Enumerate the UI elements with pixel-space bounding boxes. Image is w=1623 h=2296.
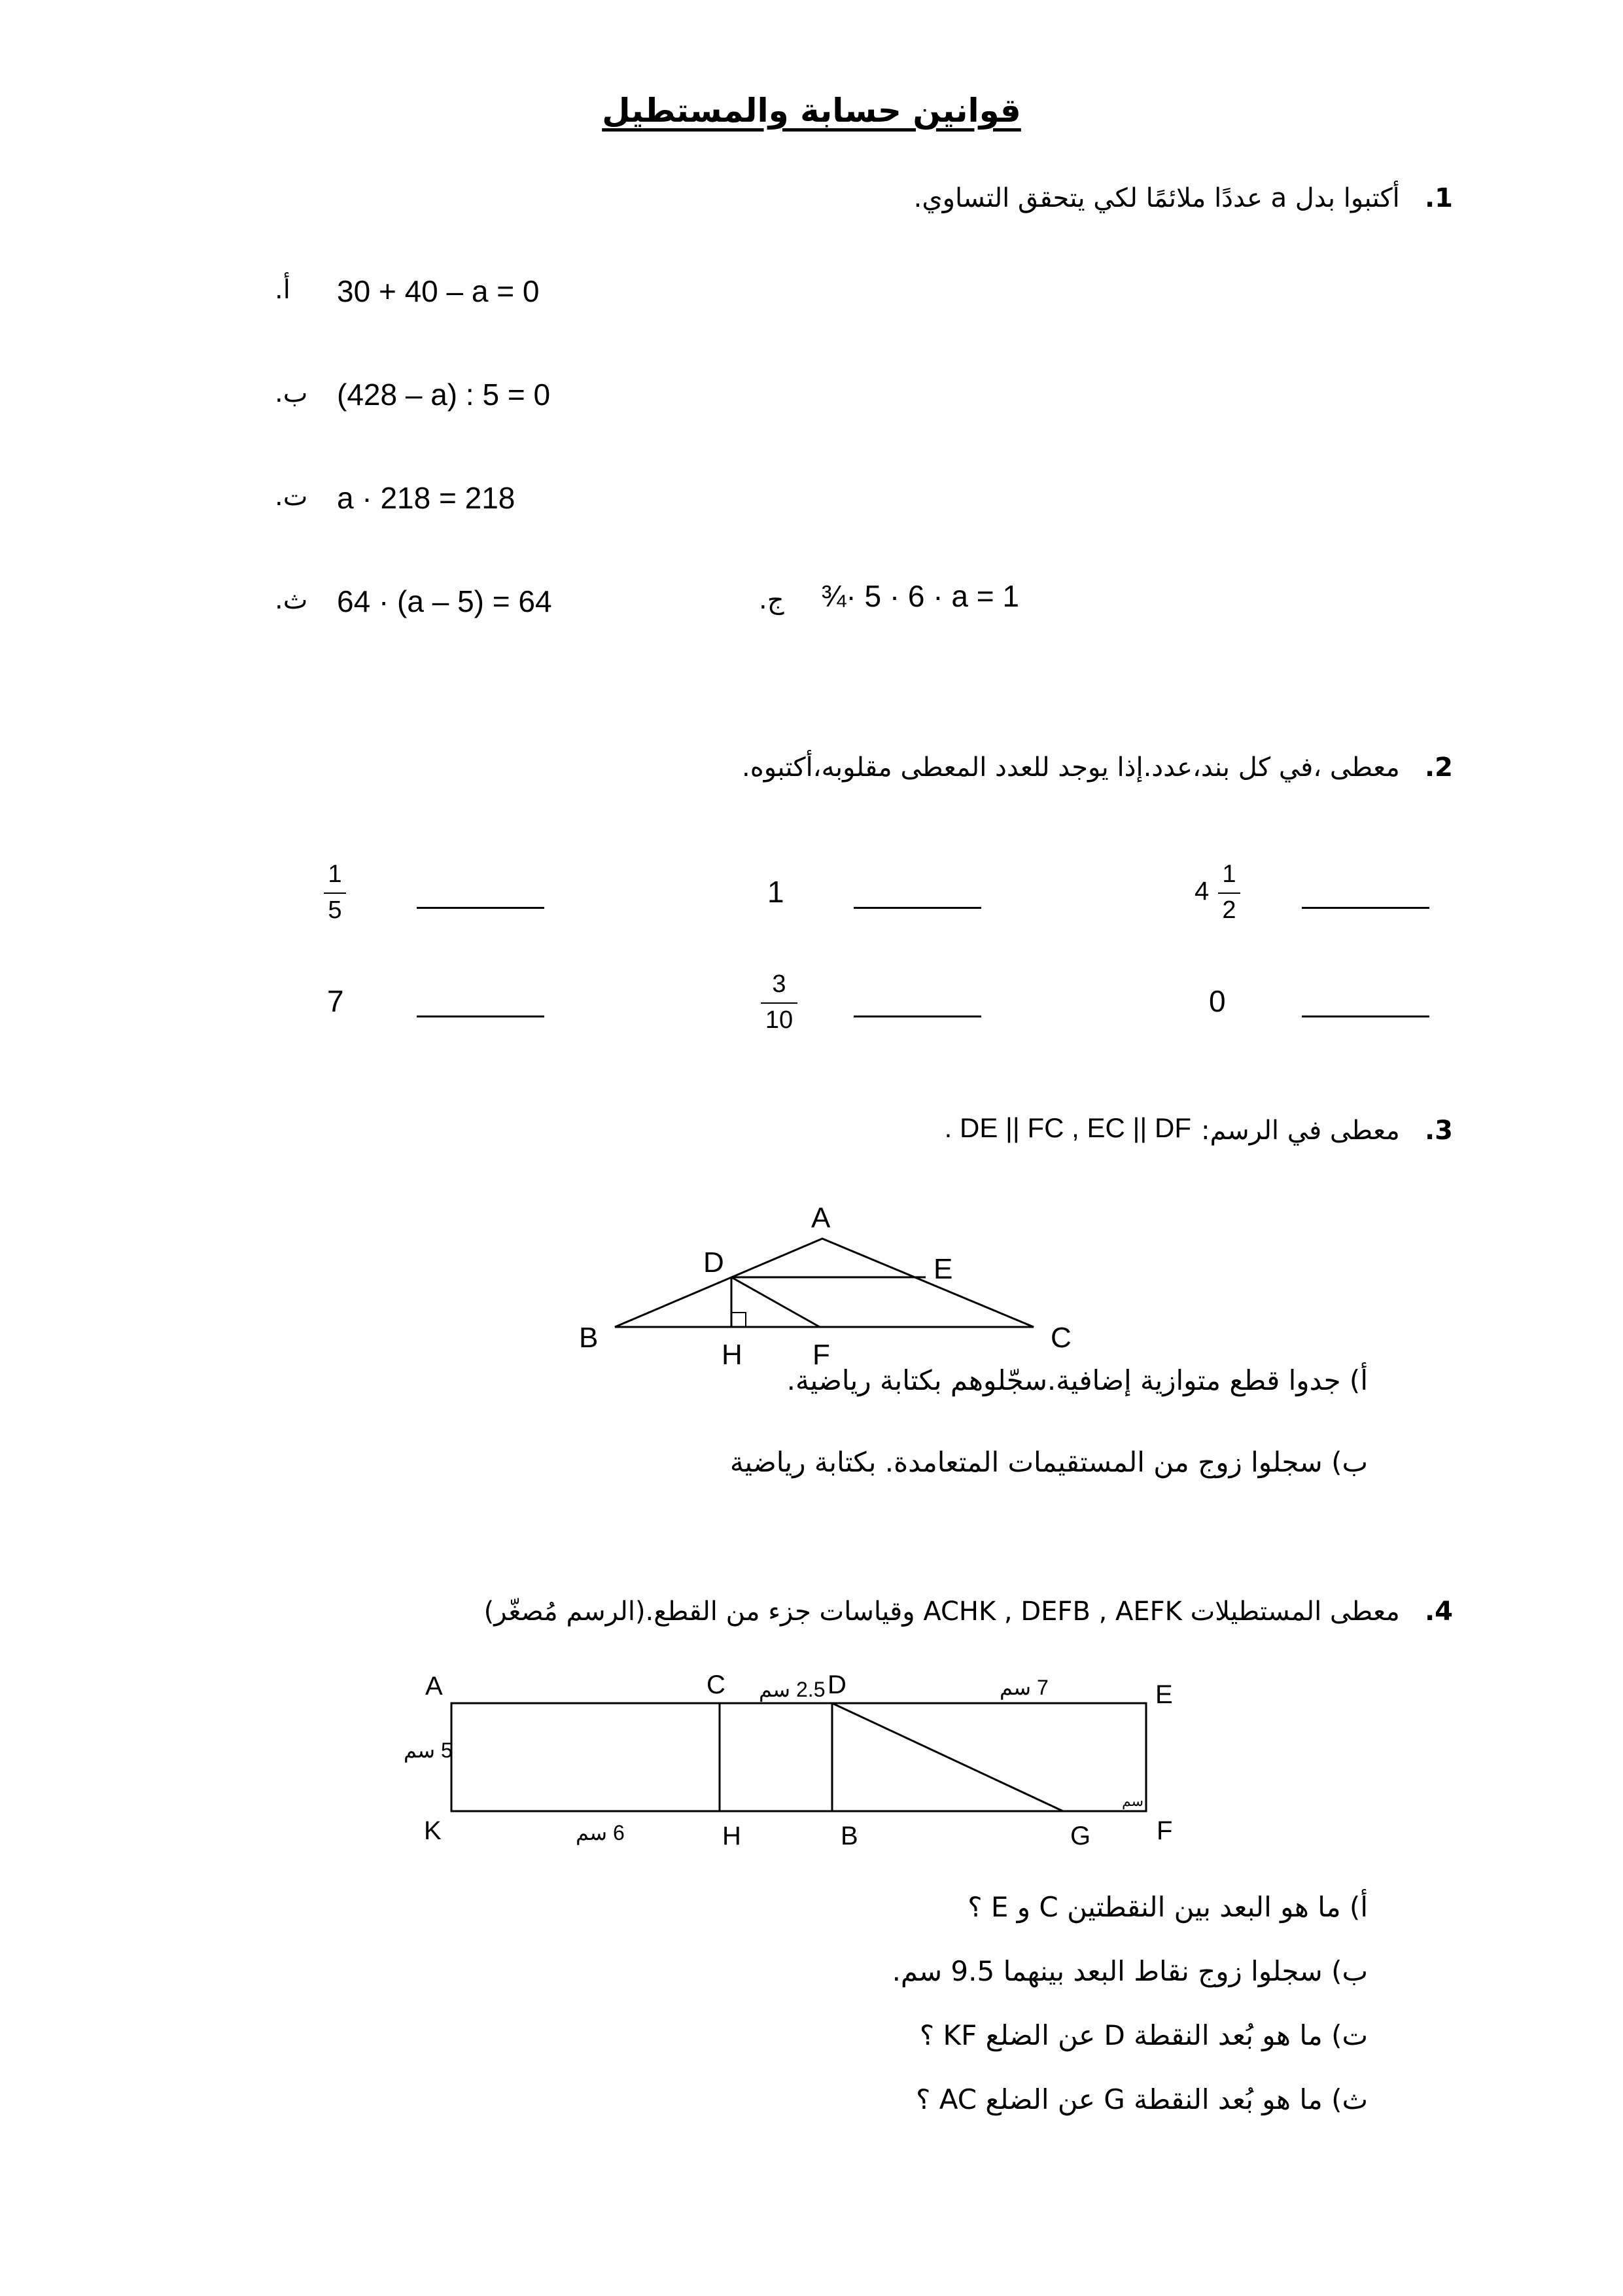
q3-text: معطى في الرسم: — [1201, 1116, 1400, 1146]
q1-expr-b: (428 – a) : 5 = 0 — [337, 378, 551, 412]
q3-sub-a: أ) جدوا قطع متوازية إضافية.سجّلوهم بكتابة رياضية. — [786, 1364, 1368, 1396]
point-label-d: D — [703, 1246, 724, 1279]
q2-number: 2. — [1424, 752, 1453, 783]
q3-sub-b: ب) سجلوا زوج من المستقيمات المتعامدة. بكتابة رياضية — [729, 1446, 1368, 1478]
fraction-numerator: 1 — [328, 860, 342, 888]
point-label-g: G — [1070, 1822, 1091, 1850]
point-label-a: A — [425, 1672, 443, 1701]
fraction-numerator: 1 — [1222, 860, 1236, 888]
q1-label-d: ث. — [275, 585, 308, 615]
q1-label-b: ب. — [275, 378, 308, 408]
point-label-b: B — [579, 1322, 599, 1354]
point-label-e: E — [1155, 1680, 1173, 1709]
point-label-a: A — [811, 1202, 831, 1234]
q4-sub-c: ت) ما هو بُعد النقطة D عن الضلع KF ؟ — [919, 2019, 1368, 2051]
q1-label-c: ت. — [275, 482, 308, 512]
q2-value-mixed-whole: 4 — [1195, 877, 1210, 906]
measure-de: 7 سم — [1000, 1676, 1049, 1699]
q1-label-e: ج. — [759, 585, 784, 615]
q3-given: DE || FC , EC || DF . — [944, 1112, 1191, 1143]
q2-value-7: 7 — [327, 984, 344, 1018]
q1-text: أكتبوا بدل a عددًا ملائمًا لكي يتحقق التساوي. — [913, 183, 1400, 213]
q1-expr-e: ¾· 5 · 6 · a = 1 — [821, 579, 1019, 613]
measure-kh: 6 سم — [576, 1821, 625, 1845]
q1-expr-a: 30 + 40 – a = 0 — [337, 274, 540, 308]
fraction-denominator: 5 — [328, 896, 342, 924]
q3-number: 3. — [1424, 1116, 1453, 1146]
q4-sub-d: ث) ما هو بُعد النقطة G عن الضلع AC ؟ — [916, 2083, 1368, 2115]
fraction-denominator: 2 — [1222, 896, 1236, 924]
point-label-c: C — [707, 1670, 725, 1699]
q4-sub-a: أ) ما هو البعد بين النقطتين C و E ؟ — [968, 1891, 1368, 1923]
point-label-f: F — [812, 1339, 830, 1371]
measure-cd: 2.5 سم — [759, 1678, 826, 1701]
fraction-numerator: 3 — [772, 970, 786, 998]
q1-label-a: أ. — [275, 275, 290, 305]
point-label-c: C — [1051, 1322, 1072, 1354]
point-label-b: B — [841, 1822, 858, 1850]
point-label-h: H — [722, 1822, 741, 1850]
segment-dg — [832, 1703, 1063, 1811]
q2-value-0: 0 — [1209, 984, 1226, 1018]
point-label-e: E — [934, 1253, 953, 1285]
measure-gf: سم — [1122, 1793, 1144, 1809]
fraction-denominator: 10 — [765, 1006, 794, 1034]
measure-ak: 5 سم — [404, 1739, 453, 1762]
point-label-h: H — [722, 1339, 742, 1371]
q1-expr-c: a · 218 = 218 — [337, 481, 515, 515]
point-label-d: D — [828, 1670, 846, 1699]
q2-text: معطى ،في كل بند،عدد.إذا يوجد للعدد المعطى مقلوبه،أكتبوه. — [742, 752, 1400, 783]
page-title: قوانين حسابة والمستطيل — [602, 92, 1021, 130]
q2-value-1: 1 — [767, 875, 784, 909]
q1-number: 1. — [1424, 183, 1453, 213]
point-label-f: F — [1157, 1816, 1173, 1845]
q4-text: معطى المستطيلات ACHK , DEFB , AEFK وقياسات جزء من القطع.(الرسم مُصغّر) — [483, 1597, 1400, 1627]
rectangle-aefk — [451, 1703, 1146, 1811]
point-label-k: K — [424, 1816, 442, 1845]
q1-expr-d: 64 · (a – 5) = 64 — [337, 584, 552, 618]
q4-number: 4. — [1424, 1597, 1453, 1627]
q4-sub-b: ب) سجلوا زوج نقاط البعد بينهما 9.5 سم. — [892, 1955, 1368, 1987]
